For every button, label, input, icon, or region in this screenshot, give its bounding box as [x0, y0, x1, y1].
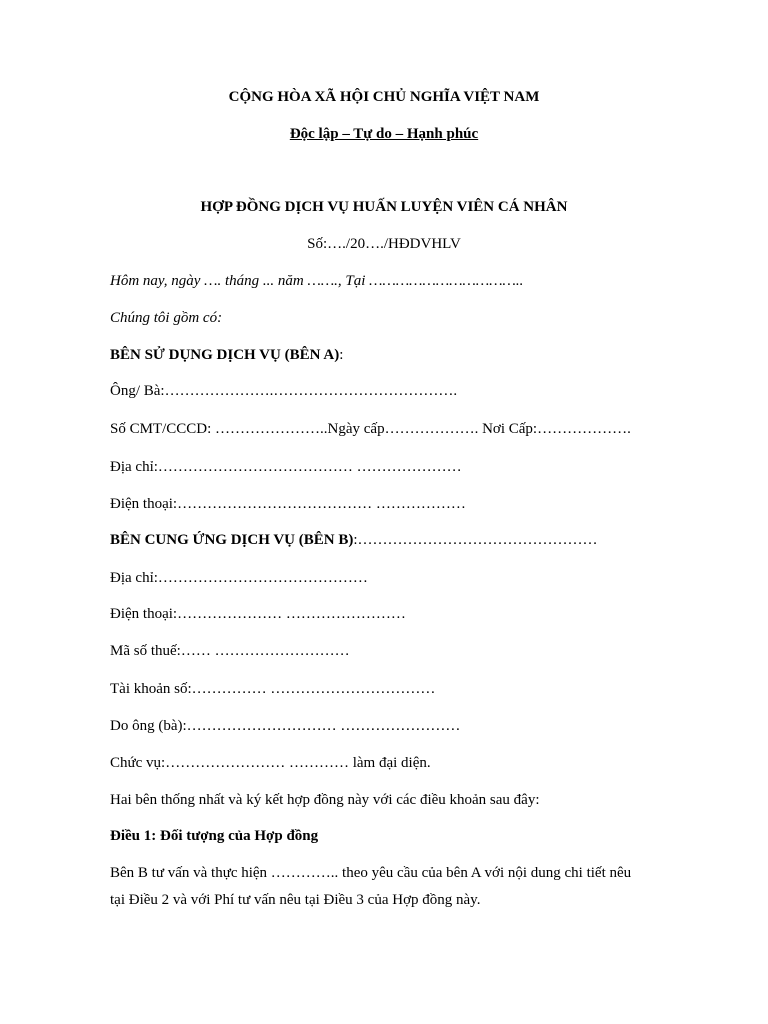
article-1-heading: Điều 1: Đối tượng của Hợp đồng [110, 828, 319, 844]
party-b-position: Chức vụ:…………………… ………… làm đại diện. [110, 755, 431, 771]
party-b-address: Địa chỉ:…………………………………… [110, 570, 368, 586]
article-1-line-1: Bên B tư vấn và thực hiện ………….. theo yêu cầu của bên A với nội dung chi tiết nêu [110, 865, 632, 881]
party-a-id: Số CMT/CCCD: …………………..Ngày cấp………………. Nơi Cấp:………………. [110, 421, 631, 437]
party-a-phone: Điện thoại:………………………………… ……………… [110, 496, 466, 512]
party-a-heading-tail: : [339, 347, 344, 363]
party-b-heading [110, 530, 598, 550]
party-b-representative: Do ông (bà):………………………… …………………… [110, 718, 461, 734]
party-a-name: Ông/ Bà:………………….………………………………. [110, 383, 458, 399]
national-motto: Độc lập – Tự do – Hạnh phúc [289, 126, 479, 142]
party-a-heading [110, 345, 343, 365]
party-b-tax: Mã số thuế:…… ……………………… [110, 643, 350, 659]
party-b-heading-tail: :………………………………………… [353, 532, 598, 548]
party-b-account: Tài khoản số:…………… …………………………… [110, 681, 436, 697]
date-place-line: Hôm nay, ngày …. tháng ... năm ……., Tại …………………………….. [110, 273, 524, 289]
contract-title: HỢP ĐỒNG DỊCH VỤ HUẤN LUYỆN VIÊN CÁ NHÂN [200, 199, 568, 215]
contract-number: Số:…./20…./HĐDVHLV [307, 236, 461, 252]
party-a-address: Địa chỉ:………………………………… ………………… [110, 459, 462, 475]
party-a-heading-label: BÊN SỬ DỤNG DỊCH VỤ (BÊN A) [110, 347, 340, 363]
party-b-heading-label: BÊN CUNG ỨNG DỊCH VỤ (BÊN B) [110, 532, 354, 548]
article-1-line-2: tại Điều 2 và với Phí tư vấn nêu tại Điều 3 của Hợp đồng này. [110, 892, 481, 908]
party-b-phone: Điện thoại:………………… …………………… [110, 606, 406, 622]
national-title: CỘNG HÒA XÃ HỘI CHỦ NGHĨA VIỆT NAM [228, 89, 540, 105]
agreement-line: Hai bên thống nhất và ký kết hợp đồng này với các điều khoản sau đây: [110, 792, 540, 808]
intro-line: Chúng tôi gồm có: [110, 310, 223, 326]
